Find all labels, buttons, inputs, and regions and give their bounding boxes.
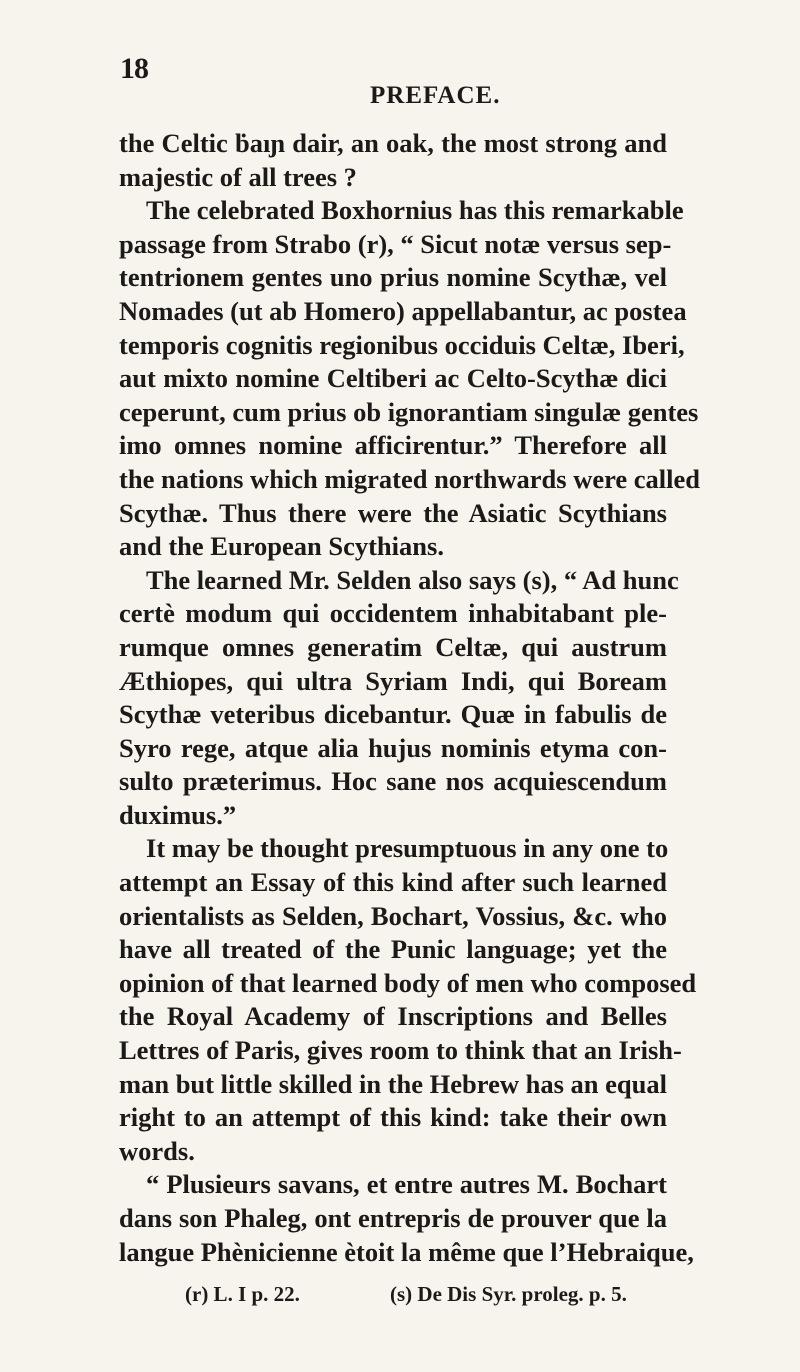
text-line: majestic of all trees ? [119, 161, 357, 192]
text-line: tentrionem gentes uno prius nomine Scythæ, vel [119, 262, 667, 293]
text-line: temporis cognitis regionibus occiduis Celtæ, Iberi, [119, 329, 685, 360]
body-text [119, 127, 701, 1269]
text-line: attempt an Essay of this kind after such learned [119, 867, 667, 898]
text-line: ceperunt, cum prius ob ignorantiam singulæ gentes [119, 396, 699, 427]
text-line: It may be thought presumptuous in any one to [146, 833, 669, 864]
text-line: the Celtic ḃaıɲ dair, an oak, the most strong and [119, 128, 667, 158]
text-line: have all treated of the Punic language; yet the [119, 934, 667, 965]
text-line: and the European Scythians. [119, 531, 444, 562]
text-line: dans son Phaleg, ont entrepris de prouver que la [119, 1203, 667, 1233]
text-line: Lettres of Paris, gives room to think that an Irish- [119, 1035, 682, 1066]
running-head: PREFACE. [370, 82, 501, 109]
text-line: imo omnes nomine afficirentur.” Therefore all [119, 430, 667, 461]
text-line: words. [119, 1135, 195, 1166]
text-line: certè modum qui occidentem inhabitabant ple- [119, 598, 667, 629]
text-line: “ Plusieurs savans, et entre autres M. Bochart [146, 1169, 667, 1200]
text-line: Scythæ. Thus there were the Asiatic Scythians [119, 497, 667, 528]
page-number: 18 [120, 52, 148, 85]
footnote-r: (r) L. I p. 22. [185, 1282, 300, 1306]
text-line: orientalists as Selden, Bochart, Vossius, &c. who [119, 900, 667, 931]
text-line: opinion of that learned body of men who composed [119, 967, 697, 998]
text-line: Nomades (ut ab Homero) appellabantur, ac postea [119, 295, 687, 326]
footnote-s: (s) De Dis Syr. proleg. p. 5. [390, 1282, 627, 1306]
text-line: The learned Mr. Selden also says (s), “ Ad hunc [146, 564, 679, 595]
text-line: right to an attempt of this kind: take their own [119, 1102, 667, 1133]
text-line: man but little skilled in the Hebrew has an equal [119, 1068, 667, 1099]
text-line: Æthiopes, qui ultra Syriam Indi, qui Boream [119, 665, 667, 696]
text-line: the Royal Academy of Inscriptions and Belles [119, 1001, 667, 1032]
text-line: Scythæ veteribus dicebantur. Quæ in fabulis de [119, 699, 667, 730]
text-line: the nations which migrated northwards were called [119, 463, 701, 494]
text-line: duximus.” [119, 799, 237, 830]
text-line: sulto præterimus. Hoc sane nos acquiescendum [119, 766, 667, 797]
text-line: The celebrated Boxhornius has this remarkable [146, 195, 684, 226]
text-line: passage from Strabo (r), “ Sicut notæ versus sep- [119, 228, 672, 259]
text-line: Syro rege, atque alia hujus nominis etyma con- [119, 732, 667, 763]
text-line: aut mixto nomine Celtiberi ac Celto-Scythæ dici [119, 363, 667, 394]
text-line: langue Phènicienne ètoit la même que l’Hebraique, [119, 1236, 694, 1267]
text-line: rumque omnes generatim Celtæ, qui austrum [119, 631, 667, 662]
